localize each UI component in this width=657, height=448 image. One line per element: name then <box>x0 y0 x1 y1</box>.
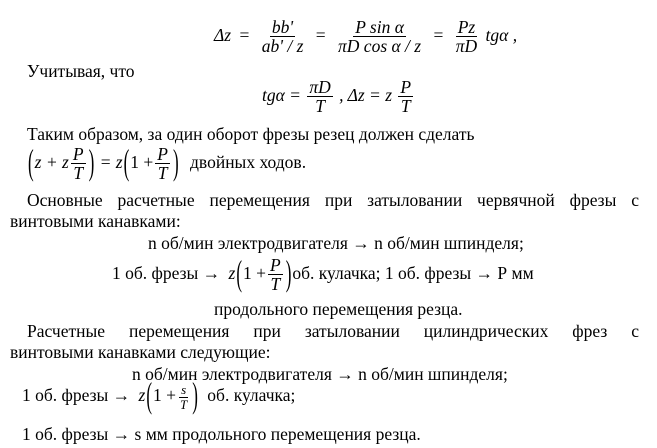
fraction-denominator: ab' / z <box>261 36 304 57</box>
formula-delta-z: Δz = $\frac{bb'}{ab' / z}$ = $\frac{\text{P sin α}}{\text{πD cos α / z}}$ = $\frac{Pz}{\pi D}$ tgα , <box>214 17 518 57</box>
chain-part: 1 + <box>243 262 267 283</box>
chain-part: 1 об. фрезы → <box>22 385 131 406</box>
fraction-numerator: s <box>181 382 187 397</box>
formula-lhs: Δz <box>214 24 232 45</box>
fraction-denominator: T <box>180 396 188 412</box>
chain-part: 1 + <box>153 385 177 406</box>
fraction-denominator: T <box>270 274 281 295</box>
fraction-denominator: T <box>73 163 84 184</box>
paragraph-2-line-1: Расчетные перемещения при затыловании цилиндрических фрез с <box>27 321 639 341</box>
formula-part: = z <box>99 151 123 172</box>
formula-tg-alpha <box>262 78 415 116</box>
fraction-numerator: P <box>400 77 412 97</box>
fraction <box>155 145 170 183</box>
formula-double-strokes: (z + z $\frac{P}{T}$ ) = z(1 + $\frac{P}{T}$ ) двойных ходов. <box>28 142 307 184</box>
fraction <box>336 18 423 56</box>
formula-part: 1 + <box>130 151 154 172</box>
fraction <box>307 78 332 116</box>
fraction <box>178 383 189 411</box>
fraction-numerator: Pz <box>457 17 476 37</box>
fraction-numerator: P <box>270 255 281 275</box>
formula-lhs: tgα = <box>262 84 301 105</box>
formula-mid: , Δz = z <box>339 84 393 105</box>
kinematic-chain-4: 1 об. фрезы → z(1 + $\frac{s}{T}$ ) об. кулачка; <box>22 375 296 416</box>
fraction-denominator: T <box>400 96 411 117</box>
text-uchityvaya: Учитывая, что <box>27 61 135 81</box>
paragraph-1-line-2: винтовыми канавками: <box>10 211 181 231</box>
formula-tail: двойных ходов. <box>190 151 307 172</box>
chain-part: 1 об. фрезы → <box>112 262 221 283</box>
fraction <box>268 256 283 294</box>
fraction <box>260 18 306 56</box>
fraction <box>398 78 413 116</box>
formula-part: z + z <box>34 151 69 172</box>
kinematic-chain-2-continued: продольного перемещения резца. <box>214 299 463 319</box>
kinematic-chain-3: n об/мин электродвигателя → n об/мин шпинделя; <box>132 364 508 384</box>
chain-var: z <box>228 262 236 283</box>
fraction-numerator: P sin α <box>355 17 404 37</box>
fraction-denominator: T <box>157 163 168 184</box>
fraction-numerator: P <box>157 144 168 164</box>
fraction-numerator: bb' <box>271 17 294 37</box>
chain-part: об. кулачка; 1 об. фрезы → Р мм <box>292 262 534 283</box>
formula-tail: tgα , <box>485 24 518 45</box>
chain-part: об. кулачка; <box>207 385 296 406</box>
fraction-numerator: πD <box>309 77 331 97</box>
kinematic-chain-5: 1 об. фрезы → s мм продольного перемещения резца. <box>22 424 421 444</box>
fraction-denominator: T <box>315 96 325 117</box>
fraction-denominator: πD <box>455 36 478 57</box>
paragraph-1-line-1: Основные расчетные перемещения при затыловании червячной фрезы с <box>27 190 639 210</box>
kinematic-chain-2: 1 об. фрезы → z(1 + $\frac{P}{T}$ )об. кулачка; 1 об. фрезы → Р мм <box>112 253 534 295</box>
fraction-numerator: P <box>72 144 84 164</box>
text-takim: Таким образом, за один оборот фрезы резец должен сделать <box>27 124 475 144</box>
paragraph-2-line-2: винтовыми канавками следующие: <box>10 342 271 362</box>
fraction <box>71 145 86 183</box>
fraction-denominator: πD cos α / z <box>338 36 422 57</box>
kinematic-chain-1: n об/мин электродвигателя → n об/мин шпинделя; <box>148 233 524 253</box>
chain-var: z <box>138 385 146 406</box>
fraction <box>454 18 479 56</box>
